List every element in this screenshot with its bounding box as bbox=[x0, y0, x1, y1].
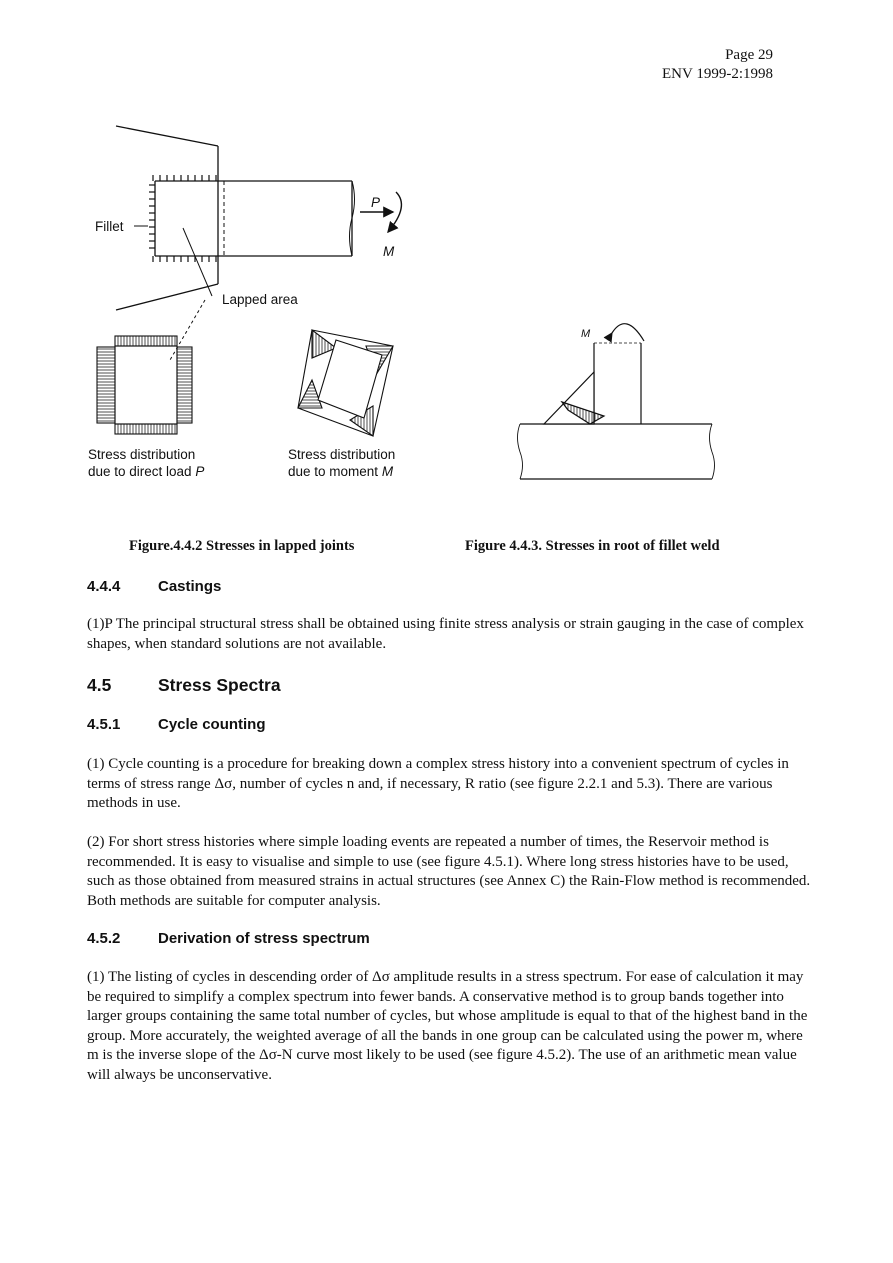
fillet-weld-root-drawing bbox=[518, 324, 715, 479]
moment-stress-drawing bbox=[298, 330, 393, 436]
paragraph-452-1: (1) The listing of cycles in descending order of Δσ amplitude results in a stress spectrum. For ease of calculation it may be required to simplify a complex spectrum into fewer bands. A conservative method is to group bands together into larger groups containing the same total number of cycles, but whose amplitude is equal to that of the highest band in the group. More accurately, the weighted average of all the bands in one group can be calculated using the power m, where m is the inverse slope of the Δσ-N curve most likely to be used (see figure 4.5.2). The use of an arithmetic mean value will always be unconservative. bbox=[87, 969, 808, 1083]
section-45-heading: 4.5 Stress Spectra bbox=[87, 675, 281, 695]
fillet-label: Fillet bbox=[95, 219, 124, 234]
lapped-joint-drawing bbox=[116, 126, 355, 310]
section-444-heading: 4.4.4 Castings bbox=[87, 578, 222, 595]
lapped-area-label: Lapped area bbox=[222, 292, 298, 307]
section-451-heading: 4.5.1 Cycle counting bbox=[87, 716, 266, 733]
load-p-label: P bbox=[371, 195, 381, 210]
figure-443-caption: Figure 4.4.3. Stresses in root of fillet weld bbox=[465, 538, 720, 554]
paragraph-451-2: (2) For short stress histories where simple loading events are repeated a number of times, the Reservoir method is recommended. It is easy to visualise and simple to use (see figure 4.5.1). Where long stress histories have to be used, such as those obtained from measured strains in actual structures (see Annex C) the Rain-Flow method is recommended. Both methods are suitable for computer analysis. bbox=[87, 834, 811, 909]
moment-m-label: M bbox=[383, 244, 395, 259]
page-number: Page 29 bbox=[725, 47, 773, 63]
paragraph-444-1: (1)P The principal structural stress shall be obtained using finite stress analysis or strain gauging in the case of complex shapes, when standard solutions are not available. bbox=[87, 616, 804, 652]
section-452-heading: 4.5.2 Derivation of stress spectrum bbox=[87, 930, 370, 947]
paragraph-451-1: (1) Cycle counting is a procedure for breaking down a complex stress history into a convenient spectrum of cycles in terms of stress range Δσ, number of cycles n and, if necessary, R ratio (see figure 2.2.1 and 5.3). There are various methods in use. bbox=[87, 756, 789, 811]
figure-442-caption: Figure.4.4.2 Stresses in lapped joints bbox=[129, 538, 355, 554]
direct-load-caption: Stress distribution due to direct load P bbox=[88, 447, 205, 479]
standard-reference: ENV 1999-2:1998 bbox=[662, 66, 773, 82]
fillet-moment-m-label: M bbox=[581, 328, 591, 340]
load-arrows bbox=[360, 192, 401, 232]
direct-load-stress-drawing bbox=[97, 336, 192, 434]
fillet-weld-ticks bbox=[149, 175, 216, 262]
moment-caption: Stress distribution due to moment M bbox=[288, 447, 396, 479]
